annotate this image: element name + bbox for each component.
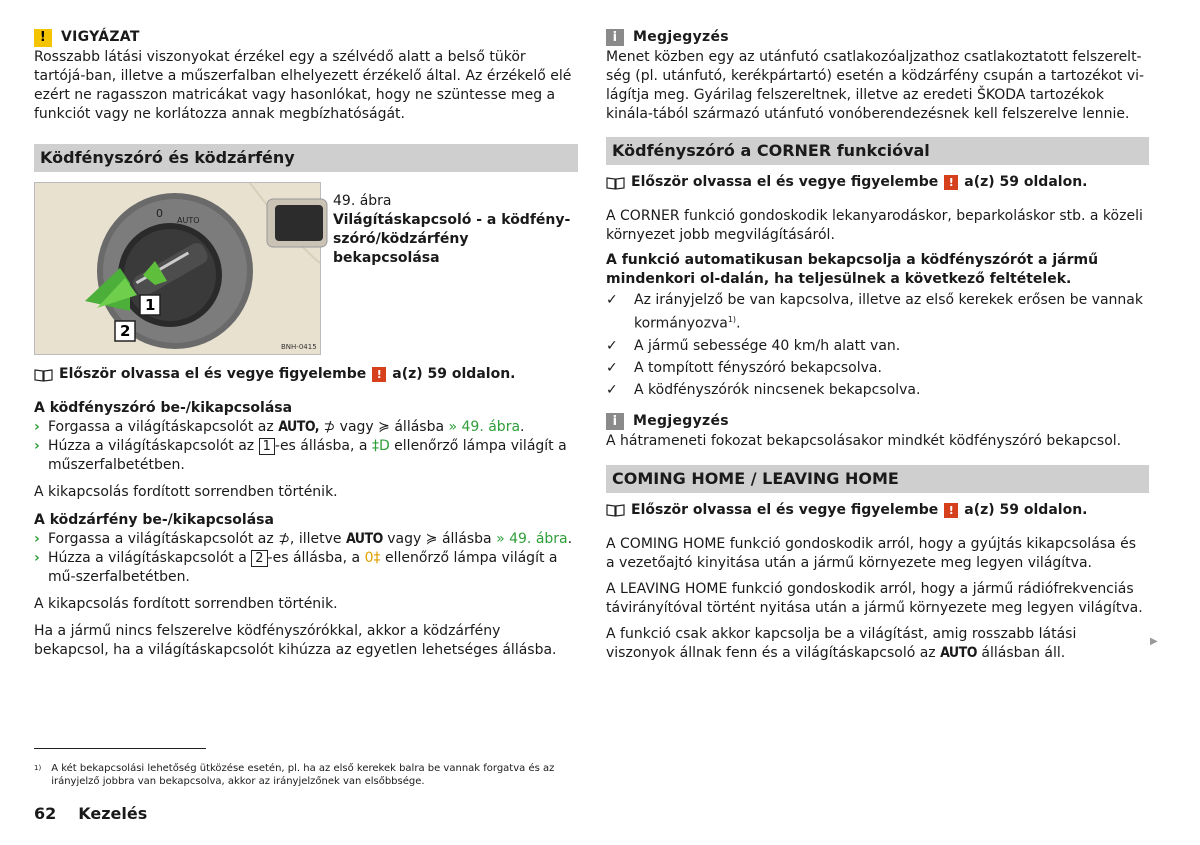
page-footer [34,804,147,823]
figure-caption-text: Világításkapcsoló - a ködfény-szóró/ködzárfény bekapcsolása [333,212,571,266]
section-title-corner: Ködfényszóró a CORNER funkcióval [606,137,1149,165]
dial-zero: 0 [156,207,163,220]
figure-49 [34,182,578,355]
low-beam-icon: ≽ [378,419,390,435]
rear-step-2: › Húzza a világításkapcsolót a 2 -es állásba, a 0‡ ellenőrző lámpa világít a mű-szerfalbetétben. [34,550,558,585]
fog-heading: A ködfényszóró be-/kikapcsolása [34,400,293,416]
fog-lamp-icon: ‡D [371,438,390,454]
footnote-divider [34,748,206,749]
info-icon: i [606,413,624,430]
warning-icon: ! [34,29,52,47]
warning-small-icon: ! [944,175,958,190]
note-1-text: Menet közben egy az utánfutó csatlakozóaljzathoz csatlakoztatott felszerelt-ség (pl. utánfutó, kerékpártartó) esetén a ködzárfény csupán a tartozékot vi-lágítja meg. Gyárilag felszereltnek, illetve az eredeti ŠKODA tartozékok kinála-tából származó utánfutó vonóberendezésnek kell felszerelve lennie. [606,49,1145,122]
parking-light-icon: ⊅ [323,419,336,435]
step-arrow-icon: › [34,438,40,454]
corner-p1: A CORNER funkció gondoskodik lekanyarodáskor, beparkoláskor stb. a közeli környezet jobb megvilágításáról. [606,208,1143,243]
warning-block [34,28,578,124]
light-switch-image [34,182,321,355]
low-beam-icon: ≽ [425,531,438,547]
section-title-fog: Ködfényszóró és ködzárfény [34,144,578,172]
book-icon [606,176,625,190]
book-icon [606,503,625,517]
info-icon: i [606,29,624,46]
footnote: 1) A két bekapcsolási lehetőség ütközése esetén, pl. ha az első kerekek balra be vannak forgatva és az irányjelző jobbra van bekapcsolva, akkor az irányjelzőnek van elsőbbsége. [34,763,555,787]
figure-number: 49. ábra [333,193,392,209]
image-code: BNH-0415 [281,343,317,351]
warning-small-icon: ! [372,367,386,382]
dial-auto: AUTO [177,216,200,225]
step-arrow-icon: › [34,419,40,435]
read-first-line: Először olvassa el és vegye figyelembe ! a(z) 59 oldalon. [606,173,1149,192]
no-fog-note: Ha a jármű nincs felszerelve ködfényszórókkal, akkor a ködzárfény bekapcsol, ha a világításkapcsolót kihúzza az egyetlen lehetséges állásba. [34,623,557,658]
rear-step-1: › Forgassa a világításkapcsolót az ⊅, illetve AUTO vagy ≽ állásba » 49. ábra. [34,531,573,547]
list-item: ✓ A ködfényszórók nincsenek bekapcsolva. [606,381,921,398]
coming-p1: A COMING HOME funkció gondoskodik arról, hogy a gyújtás kikapcsolása és a vezetőajtó kinyitása után a jármű környezete meg legyen világítva. [606,535,1136,571]
figure-label-1: 1 [145,296,156,314]
right-column [606,28,1149,663]
list-item: ✓ A tompított fényszóró bekapcsolva. [606,359,882,376]
coming-p2: A LEAVING HOME funkció gondoskodik arról, hogy a jármű rádiófrekvenciás távirányítóval történt nyitása után a jármű környezete meg legyen világítva. [606,580,1143,616]
note-2 [606,412,1149,451]
figure-caption [333,182,578,355]
step-arrow-icon: › [34,531,40,547]
figure-link[interactable]: » 49. ábra [448,419,521,435]
warning-header [34,28,578,47]
figure-label-2: 2 [120,322,131,340]
note-1 [606,28,1149,124]
corner-p2: A funkció automatikusan bekapcsolja a ködfényszórót a jármű mindenkori ol-dalán, ha teljesülnek a következő feltételek. [606,252,1099,287]
note-header: i Megjegyzés [606,28,1149,47]
read-first-line: Először olvassa el és vegye figyelembe ! a(z) 59 oldalon. [606,501,1149,520]
rear-off-text: A kikapcsolás fordított sorrendben történik. [34,596,338,612]
figure-link[interactable]: » 49. ábra [496,531,568,547]
next-page-arrow-icon: ▶ [1150,636,1158,647]
chapter-name: Kezelés [78,804,148,823]
coming-p3: A funkció csak akkor kapcsolja be a világítást, amig rosszabb látási viszonyok állnak fenn és a világításkapcsoló az AUTO állásban áll. [606,625,1077,661]
book-icon [34,368,53,382]
warning-text: Rosszabb látási viszonyokat érzékel egy a szélvédő alatt a belső tükör tartójá-ban, illetve a műszerfalban elhelyezett érzékelő által. Az érzékelő elé ezért ne ragasszon matricákat vagy hasonlókat, hogy ne szüntesse meg a funkciót vagy ne korlátozza annak megbízhatóságát. [34,49,572,122]
section-title-coming-home: COMING HOME / LEAVING HOME [606,465,1149,493]
read-first-line: Először olvassa el és vegye figyelembe ! a(z) 59 oldalon. [34,365,578,384]
fog-step-2: › Húzza a világításkapcsolót az 1 -es állásba, a ‡D ellenőrző lámpa világít a műszerfalbetétben. [34,438,567,473]
rear-fog-lamp-icon: 0‡ [364,550,381,566]
fog-off-text: A kikapcsolás fordított sorrendben történik. [34,484,338,500]
fog-step-1: › Forgassa a világításkapcsolót az AUTO, ⊅ vagy ≽ állásba » 49. ábra. [34,419,525,435]
warning-title: VIGYÁZAT [61,29,140,45]
left-column [34,28,578,660]
note-header: i Megjegyzés [606,412,1149,431]
note-2-text: A hátrameneti fokozat bekapcsolásakor mindkét ködfényszóró bekapcsol. [606,432,1122,449]
list-item: ✓ A jármű sebessége 40 km/h alatt van. [606,337,901,354]
warning-small-icon: ! [944,503,958,518]
list-item: ✓ Az irányjelző be van kapcsolva, illetve az első kerekek erősen be vannak kormányozva$^{1)}$. [606,292,1143,332]
step-arrow-icon: › [34,550,40,566]
page-number: 62 [34,804,57,823]
rear-heading: A ködzárfény be-/kikapcsolása [34,512,274,528]
parking-light-icon: ⊅ [278,531,290,547]
conditions-list [606,291,1149,400]
